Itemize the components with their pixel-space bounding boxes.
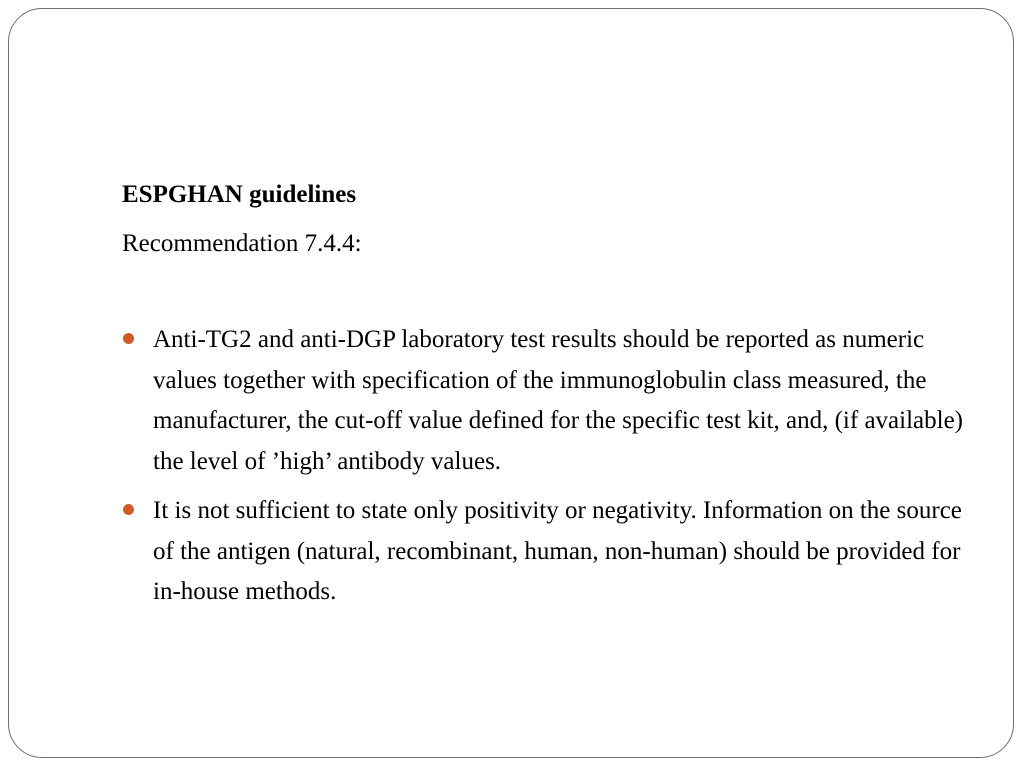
list-item: [122, 320, 982, 482]
recommendation-label: Recommendation 7.4.4:: [122, 230, 362, 257]
slide-content: [122, 175, 982, 622]
bullet-dot-icon: [123, 333, 134, 344]
slide-heading: ESPGHAN guidelines: [122, 181, 357, 208]
bullet-dot-icon: [123, 504, 134, 515]
bullet-text: Anti-TG2 and anti-DGP laboratory test results should be reported as numeric values together with specification of the immunoglobulin class measured, the manufacturer, the cut-off value defined for the specific test kit, and, (if available) the level of ’high’ antibody values.: [153, 326, 963, 475]
bullet-text: It is not sufficient to state only positivity or negativity. Information on the source of the antigen (natural, recombinant, human, non-human) should be provided for in-house methods.: [153, 497, 962, 605]
list-item: [122, 491, 982, 613]
bullet-list: [122, 320, 982, 613]
slide-frame: [8, 8, 1014, 758]
